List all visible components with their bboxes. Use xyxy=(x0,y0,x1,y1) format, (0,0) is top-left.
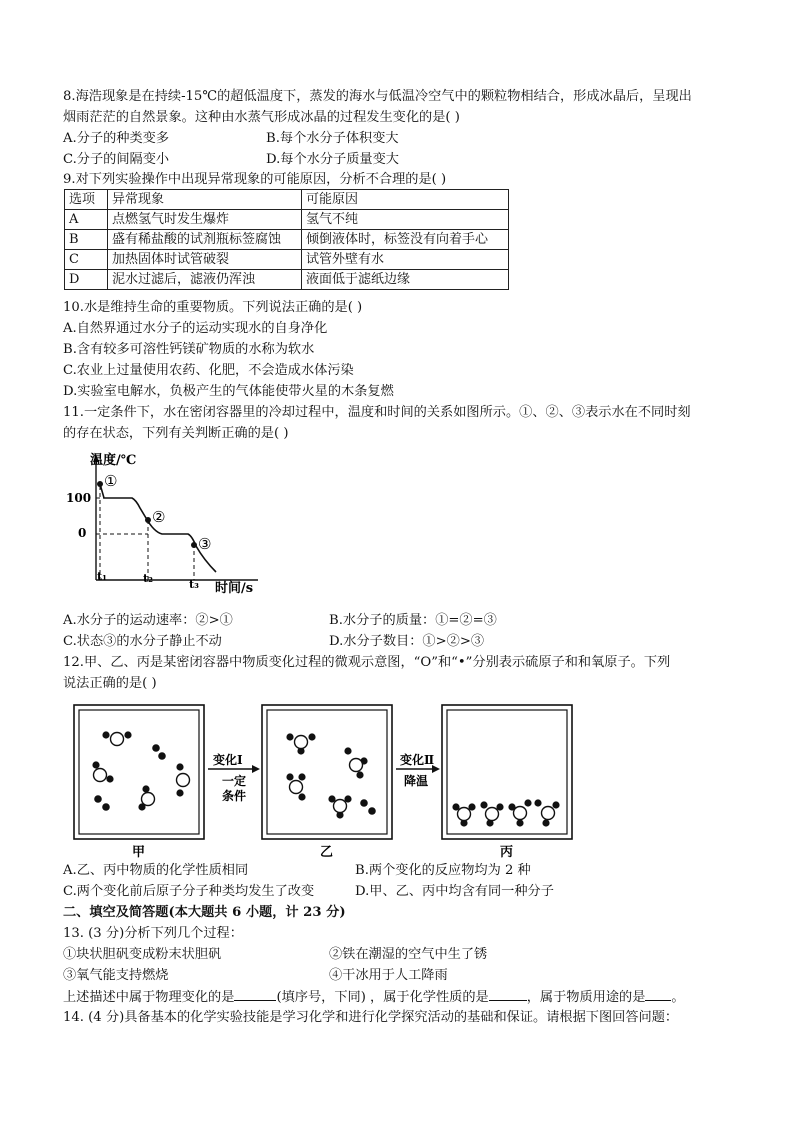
table-cell: 试管外壁有水 xyxy=(302,250,509,270)
x-tick-t1: t₁ xyxy=(97,570,107,583)
q8-option-c: C.分子的间隔变小 xyxy=(63,152,170,167)
q12-microscopic-diagram xyxy=(72,703,612,859)
q10-stem: 10.水是维持生命的重要物质。下列说法正确的是( ) xyxy=(63,300,363,315)
molecule-o2 xyxy=(152,744,166,760)
state-point-3 xyxy=(191,542,197,548)
q8-stem-line2: 烟雨茫茫的自然景象。这种由水蒸气形成冰晶的过程发生变化的是( ) xyxy=(63,110,460,125)
molecule-so3 xyxy=(480,801,503,826)
q10-option-a: A.自然界通过水分子的运动实现水的自身净化 xyxy=(63,321,328,336)
molecule-so3 xyxy=(286,733,315,754)
molecule-so3 xyxy=(286,773,305,800)
molecule-o2 xyxy=(94,795,110,811)
box-yi-inner xyxy=(267,710,387,834)
q11-option-b: B.水分子的质量：①=②=③ xyxy=(329,613,497,628)
answer-blank-usage[interactable] xyxy=(645,988,671,1001)
q13-question-part-d: 。 xyxy=(671,990,685,1005)
q11-stem-line1: 11.一定条件下，水在密闭容器里的冷却过程中，温度和时间的关系如图所示。①、②、③表示水在不同时刻 xyxy=(63,405,691,420)
molecule-so2 xyxy=(138,785,154,810)
table-row xyxy=(65,210,509,230)
table-cell: D xyxy=(65,270,108,290)
arrow-2-bottom-label: 降温 xyxy=(404,774,429,788)
x-tick-t3: t₃ xyxy=(189,578,199,591)
table-cell: B xyxy=(65,230,108,250)
q12-stem-line2: 说法正确的是( ) xyxy=(63,676,157,691)
q13-stem: 13. (3 分)分析下列几个过程： xyxy=(63,926,243,941)
table-header-cell: 选项 xyxy=(65,190,108,210)
state-point-2 xyxy=(145,517,151,523)
arrow-2-top-label: 变化Ⅱ xyxy=(400,753,435,767)
q8-option-a: A.分子的种类变多 xyxy=(63,131,170,146)
table-cell: 泥水过滤后，滤液仍浑浊 xyxy=(108,270,302,290)
state-label-2: ② xyxy=(152,508,166,526)
q10-option-c: C.农业上过量使用农药、化肥，不会造成水体污染 xyxy=(63,363,354,378)
q9-stem: 9.对下列实验操作中出现异常现象的可能原因，分析不合理的是( ) xyxy=(63,172,447,187)
table-row xyxy=(65,230,509,250)
answer-blank-chemical-property[interactable] xyxy=(489,988,527,1001)
box-yi-outer xyxy=(262,705,392,839)
q12-option-c: C.两个变化前后原子分子种类均发生了改变 xyxy=(63,884,315,899)
answer-blank-physical[interactable] xyxy=(234,988,276,1001)
q11-option-c: C.状态③的水分子静止不动 xyxy=(63,634,222,649)
table-cell: 氢气不纯 xyxy=(302,210,509,230)
table-row xyxy=(65,270,509,290)
x-tick-t2: t₂ xyxy=(143,572,153,585)
q13-question-part-c: ，属于物质用途的是 xyxy=(526,990,646,1005)
q12-option-d: D.甲、乙、丙中均含有同一种分子 xyxy=(355,884,554,899)
molecule-so2 xyxy=(176,763,189,796)
table-row xyxy=(65,250,509,270)
cooling-curve xyxy=(100,484,216,572)
q13-item-3: ③氧气能支持燃烧 xyxy=(63,968,169,983)
molecule-so3 xyxy=(328,795,351,818)
table-cell: 盛有稀盐酸的试剂瓶标签腐蚀 xyxy=(108,230,302,250)
box-label-yi: 乙 xyxy=(320,845,334,859)
q13-question-part-a: 上述描述中属于物理变化的是 xyxy=(63,990,235,1005)
table-cell: 倾倒液体时，标签没有向着手心 xyxy=(302,230,509,250)
q13-item-4: ④干冰用于人工降雨 xyxy=(329,968,448,983)
q14-stem: 14. (4 分)具备基本的化学实验技能是学习化学和进行化学探究活动的基础和保证。请根据下图回答问题： xyxy=(63,1010,679,1025)
box-label-jia: 甲 xyxy=(132,845,146,859)
arrow-1-head-icon xyxy=(252,765,260,773)
y-axis-label: 温度/℃ xyxy=(90,453,137,468)
table-cell: 点燃氢气时发生爆炸 xyxy=(108,210,302,230)
arrow-1-bottom-label-1: 一定 xyxy=(222,774,247,788)
q10-option-d: D.实验室电解水，负极产生的气体能使带火星的木条复燃 xyxy=(63,384,394,399)
q11-temperature-time-graph xyxy=(62,448,272,606)
x-axis-label: 时间/s xyxy=(215,581,254,596)
q13-question-part-b: (填序号，下同) ，属于化学性质的是 xyxy=(276,990,489,1005)
y-tick-0: 0 xyxy=(78,526,87,540)
table-cell: C xyxy=(65,250,108,270)
table-cell: 液面低于滤纸边缘 xyxy=(302,270,509,290)
q12-option-a: A.乙、丙中物质的化学性质相同 xyxy=(63,863,249,878)
q11-option-a: A.水分子的运动速率：②>① xyxy=(63,613,233,628)
state-label-3: ③ xyxy=(198,535,212,553)
q11-stem-line2: 的存在状态，下列有关判断正确的是( ) xyxy=(63,426,289,441)
q13-question xyxy=(63,988,685,1007)
q10-option-b: B.含有较多可溶性钙镁矿物质的水称为软水 xyxy=(63,342,315,357)
molecule-so3 xyxy=(452,803,475,826)
table-cell: A xyxy=(65,210,108,230)
state-point-1 xyxy=(97,481,103,487)
molecule-so2 xyxy=(102,731,131,745)
table-cell: 加热固体时试管破裂 xyxy=(108,250,302,270)
q13-item-2: ②铁在潮湿的空气中生了锈 xyxy=(329,947,488,962)
state-label-1: ① xyxy=(104,472,118,490)
molecule-so3 xyxy=(508,799,531,826)
q12-stem-line1: 12.甲、乙、丙是某密闭容器中物质变化过程的微观示意图，“O”和“•”分别表示硫原子和和氧原子。下列 xyxy=(63,655,671,670)
q11-option-d: D.水分子数目：①>②>③ xyxy=(329,634,485,649)
y-tick-100: 100 xyxy=(66,491,92,505)
molecule-so3 xyxy=(344,747,367,778)
molecule-so2 xyxy=(92,761,113,782)
q8-option-b: B.每个水分子体积变大 xyxy=(266,131,399,146)
section-2-heading: 二、填空及简答题(本大题共 6 小题，计 23 分) xyxy=(63,905,346,920)
q9-table xyxy=(64,189,509,290)
arrow-1-bottom-label-2: 条件 xyxy=(222,789,247,803)
molecule-o2 xyxy=(360,799,376,815)
molecule-so3 xyxy=(534,799,559,826)
arrow-1-top-label: 变化Ⅰ xyxy=(213,753,243,767)
box-label-bing: 丙 xyxy=(500,845,514,859)
table-header-row xyxy=(65,190,509,210)
q8-stem-line1: 8.海浩现象是在持续-15℃的超低温度下，蒸发的海水与低温冷空气中的颗粒物相结合，形成冰晶后，呈现出 xyxy=(63,89,692,104)
q12-option-b: B.两个变化的反应物均为 2 种 xyxy=(355,863,531,878)
q13-item-1: ①块状胆矾变成粉末状胆矾 xyxy=(63,947,222,962)
q8-option-d: D.每个水分子质量变大 xyxy=(266,152,399,167)
table-header-cell: 可能原因 xyxy=(302,190,509,210)
table-header-cell: 异常现象 xyxy=(108,190,302,210)
